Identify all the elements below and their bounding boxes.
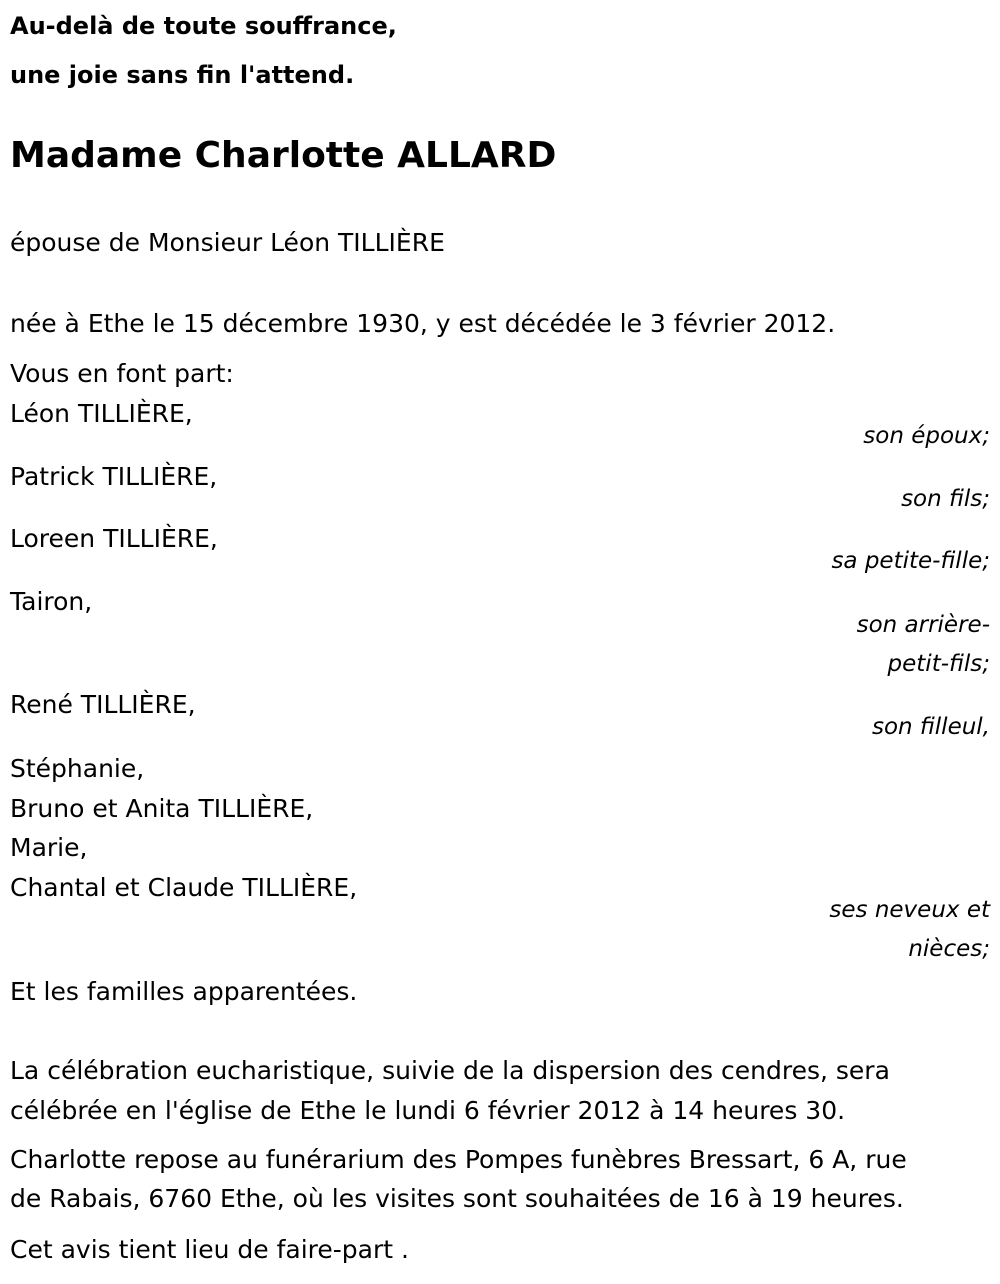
birth-death-line: née à Ethe le 15 décembre 1930, y est décédée le 3 février 2012. bbox=[10, 309, 836, 338]
mourner-name-patrick: Patrick TILLIÈRE, bbox=[10, 462, 218, 491]
closing-line: Cet avis tient lieu de faire-part . bbox=[10, 1235, 409, 1264]
mourner-relation-rene: son filleul, bbox=[871, 714, 990, 740]
mourner-relation-patrick: son fils; bbox=[901, 486, 990, 512]
nephew-name-stephanie: Stéphanie, bbox=[10, 754, 145, 783]
nephew-name-bruno-anita: Bruno et Anita TILLIÈRE, bbox=[10, 794, 314, 823]
mourner-name-tairon: Tairon, bbox=[10, 587, 93, 616]
funeral-home-line-1: Charlotte repose au funérarium des Pompes funèbres Bressart, 6 A, rue bbox=[10, 1145, 907, 1174]
ceremony-line-1: La célébration eucharistique, suivie de la dispersion des cendres, sera bbox=[10, 1056, 890, 1085]
announcement-intro: Vous en font part: bbox=[10, 359, 234, 388]
funeral-home-line-2: de Rabais, 6760 Ethe, où les visites sont souhaitées de 16 à 19 heures. bbox=[10, 1184, 904, 1213]
families-line: Et les familles apparentées. bbox=[10, 977, 358, 1006]
nephew-name-marie: Marie, bbox=[10, 833, 88, 862]
mourner-name-rene: René TILLIÈRE, bbox=[10, 690, 196, 719]
nephews-relation-line-2: nièces; bbox=[908, 936, 990, 962]
mourner-name-leon: Léon TILLIÈRE, bbox=[10, 399, 193, 428]
mourner-name-loreen: Loreen TILLIÈRE, bbox=[10, 524, 218, 553]
mourner-relation-loreen: sa petite-fille; bbox=[831, 548, 990, 574]
spouse-line: épouse de Monsieur Léon TILLIÈRE bbox=[10, 228, 445, 257]
mourner-relation-tairon-line-1: son arrière- bbox=[856, 612, 990, 638]
deceased-name: Madame Charlotte ALLARD bbox=[10, 135, 557, 176]
nephew-name-chantal-claude: Chantal et Claude TILLIÈRE, bbox=[10, 873, 358, 902]
ceremony-line-2: célébrée en l'église de Ethe le lundi 6 février 2012 à 14 heures 30. bbox=[10, 1096, 846, 1125]
mourner-relation-leon: son époux; bbox=[863, 423, 990, 449]
mourner-relation-tairon-line-2: petit-fils; bbox=[887, 651, 990, 677]
epigraph-line-2: une joie sans fin l'attend. bbox=[10, 61, 355, 89]
nephews-relation-line-1: ses neveux et bbox=[829, 897, 990, 923]
epigraph-line-1: Au-delà de toute souffrance, bbox=[10, 12, 397, 40]
